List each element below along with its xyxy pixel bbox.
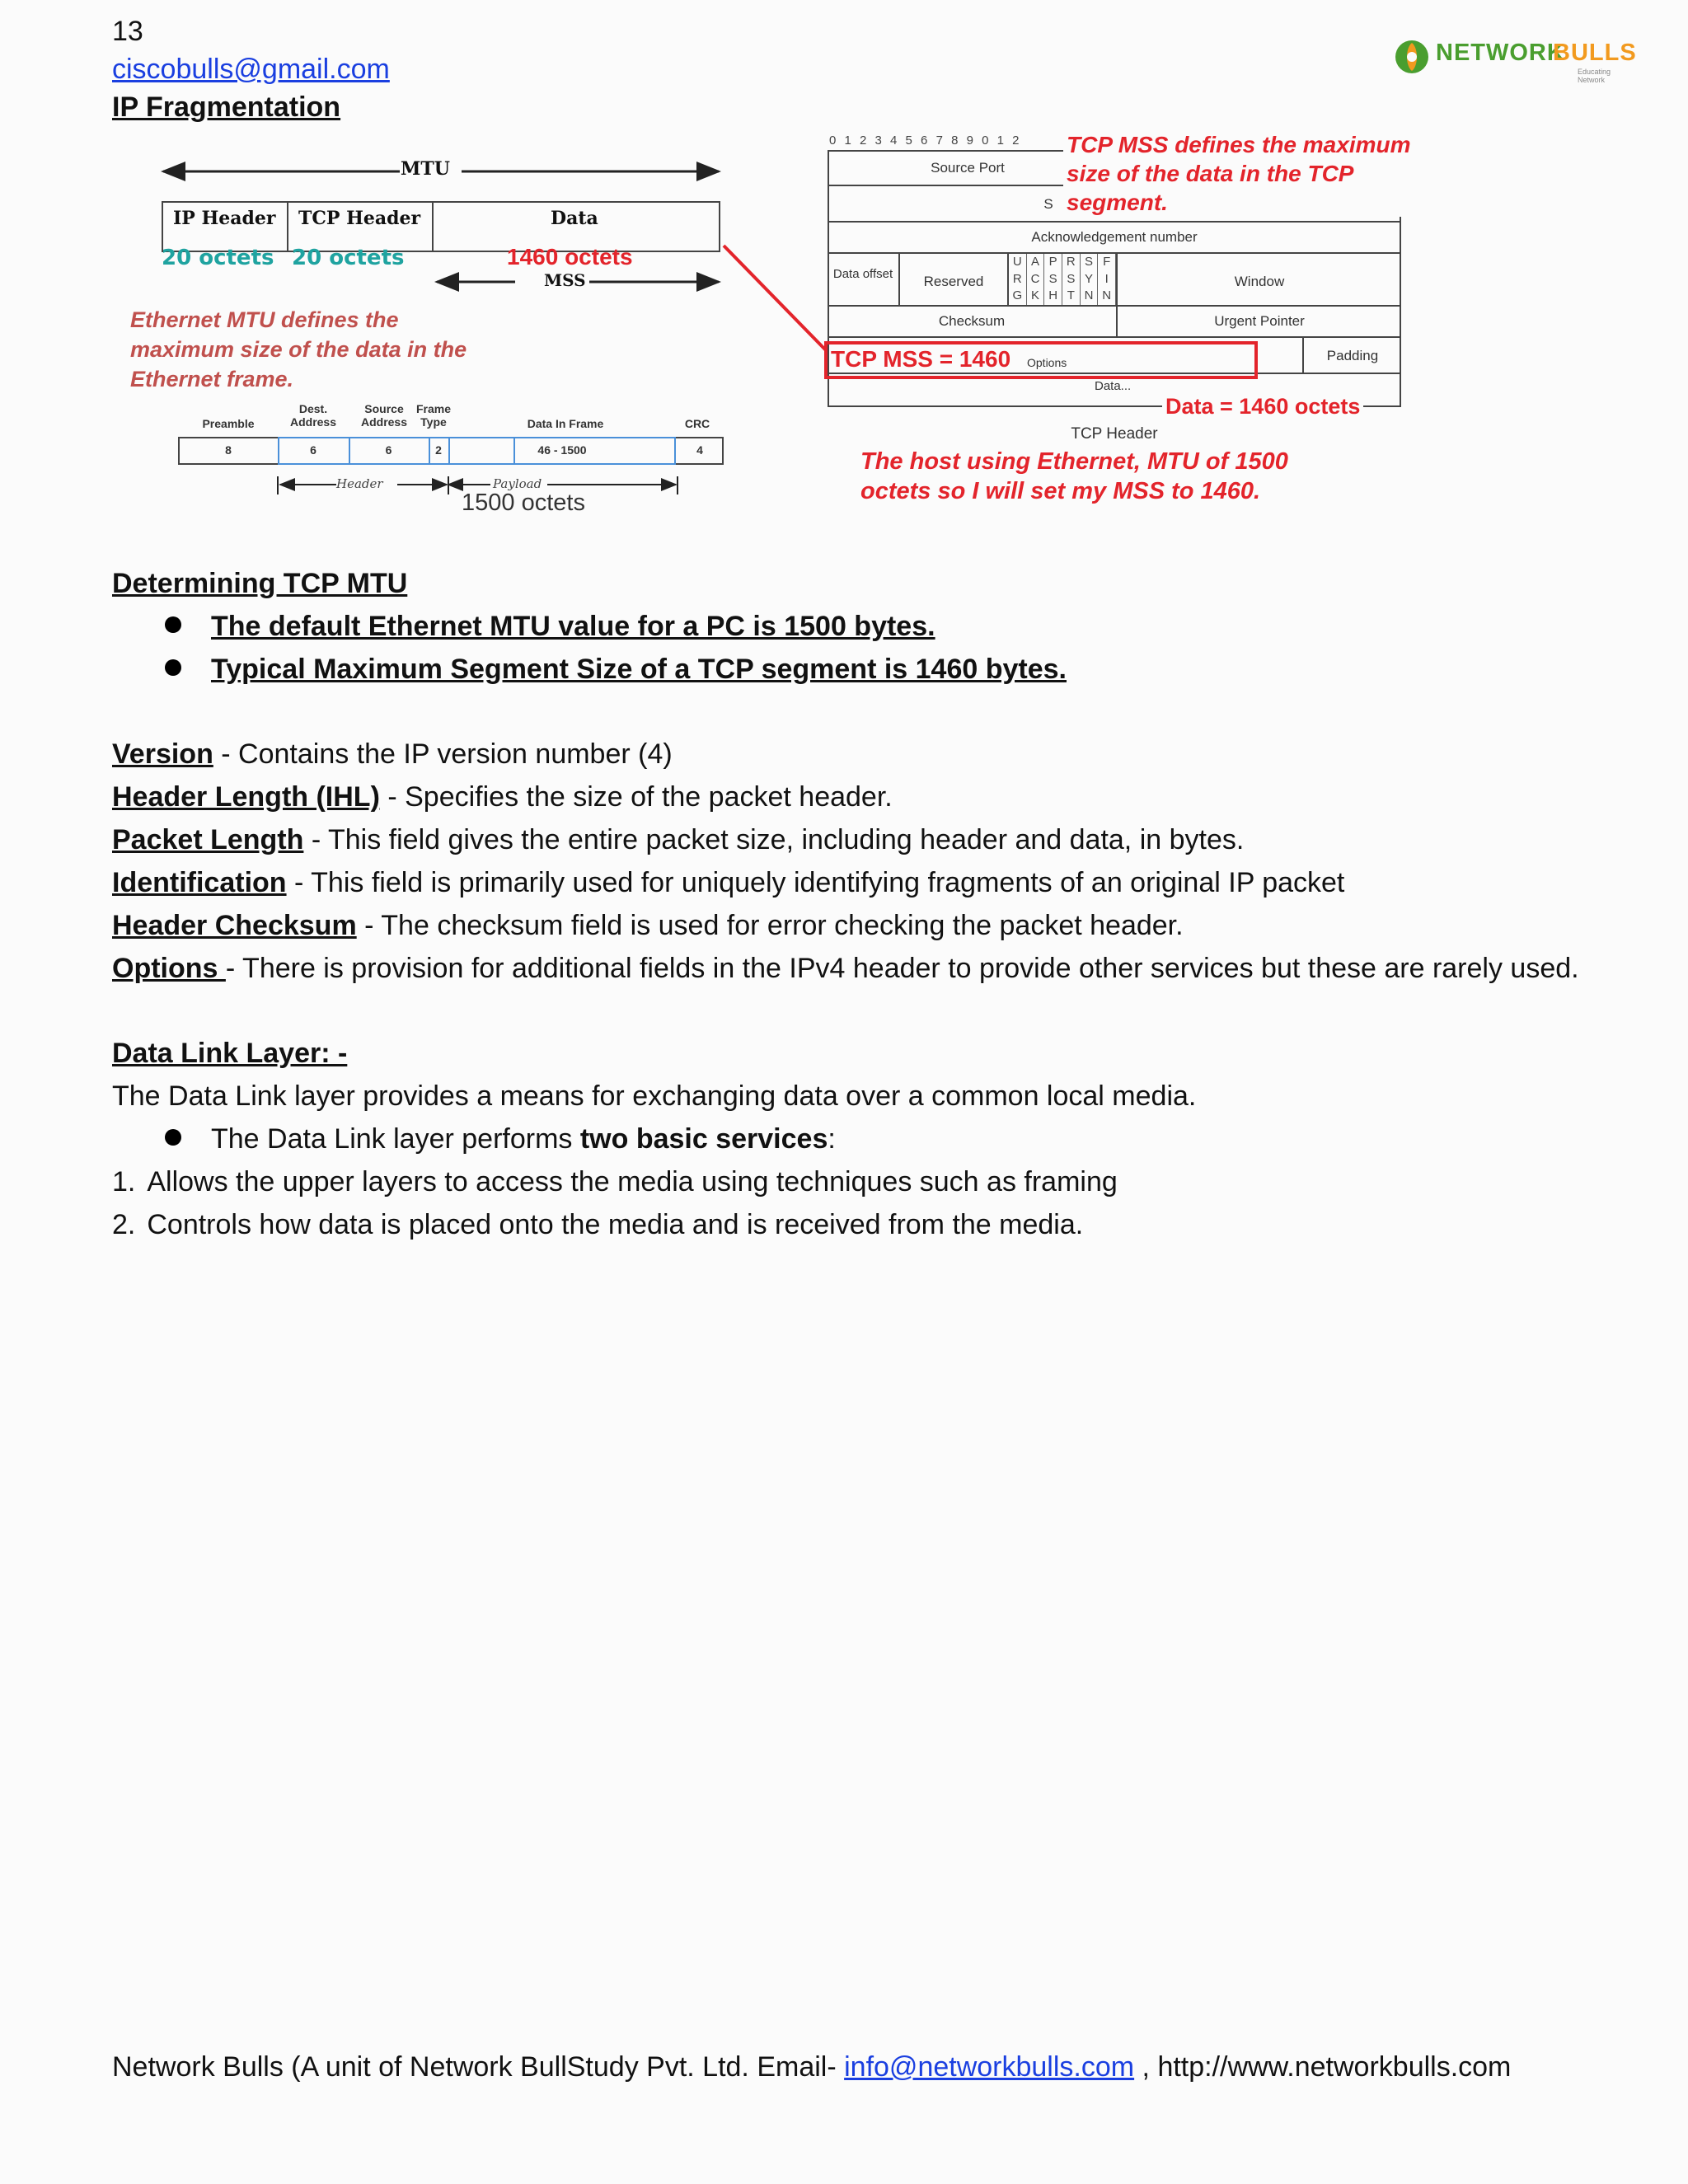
- frame-value-source: 6: [385, 443, 392, 457]
- field-options: [112, 947, 1579, 990]
- ack-number: Acknowledgement number: [1031, 229, 1198, 245]
- datalink-item-1: [112, 1160, 1118, 1203]
- tcp-flag-letter: A: [1027, 254, 1045, 271]
- tcp-flags: [1009, 254, 1116, 305]
- field-term: Options: [112, 953, 226, 984]
- field-packet-length: [112, 818, 1244, 861]
- tcp-flag-letter: H: [1044, 288, 1062, 305]
- frame-field-type: Frame Type: [415, 402, 452, 429]
- source-port: Source Port: [931, 160, 1005, 176]
- frame-field-preamble: Preamble: [202, 417, 255, 430]
- tcp-data-octets: Data = 1460 octets: [1162, 394, 1363, 419]
- options-label: Options: [1027, 356, 1067, 369]
- padding: Padding: [1326, 348, 1379, 363]
- determining-bullet-1: The default Ethernet MTU value for a PC is 1500 bytes.: [211, 611, 935, 642]
- tcp-flag-letter: S: [1062, 271, 1081, 288]
- field-version: [112, 733, 673, 776]
- field-desc: - The checksum field is used for error checking the packet header.: [356, 910, 1184, 941]
- field-term: Header Length (IHL): [112, 781, 380, 813]
- frame-value-data: 46 - 1500: [537, 443, 587, 457]
- field-desc: - This field gives the entire packet size, including header and data, in bytes.: [303, 824, 1245, 855]
- list-text: Controls how data is placed onto the media and is received from the media.: [147, 1209, 1084, 1240]
- tcp-header-diagram: [824, 130, 1409, 518]
- logo-network-text: NETWORK: [1436, 40, 1565, 66]
- frame-field-data: Data In Frame: [527, 417, 604, 430]
- field-header-checksum: [112, 904, 1184, 947]
- tcp-flag-letter: G: [1009, 288, 1027, 305]
- determining-title: Determining TCP MTU: [112, 568, 408, 599]
- data-octets: 1460 octets: [507, 244, 633, 269]
- tcp-flag-letter: U: [1009, 254, 1027, 271]
- ethernet-mtu-note: Ethernet MTU defines the maximum size of the data in the Ethernet frame.: [130, 307, 467, 391]
- tcp-flag-letter: I: [1098, 271, 1116, 288]
- datalink-title: Data Link Layer: -: [112, 1038, 348, 1069]
- field-desc: - This field is primarily used for uniquely identifying fragments of an original IP packet: [286, 867, 1345, 898]
- ip-octets: 20 octets: [162, 246, 274, 270]
- field-term: Packet Length: [112, 824, 304, 855]
- tcp-header-caption: TCP Header: [1071, 425, 1158, 443]
- host-note-line1: The host using Ethernet, MTU of 1500: [860, 448, 1288, 475]
- logo-tagline: Educating Network: [1578, 68, 1611, 84]
- frame-field-crc: CRC: [684, 417, 710, 430]
- datalink-bullet-pre: The Data Link layer performs: [211, 1123, 580, 1155]
- frame-field-dest: Dest. Address: [289, 402, 337, 429]
- field-term: Version: [112, 738, 213, 770]
- tcp-flag-letter: S: [1044, 271, 1062, 288]
- footer-text: Network Bulls (A unit of Network BullStudy Pvt. Ltd. Email-: [112, 2051, 845, 2083]
- tcp-flag-letter: K: [1027, 288, 1045, 305]
- field-desc: - Specifies the size of the packet header.: [379, 781, 893, 813]
- bit-ruler: 0 1 2 3 4 5 6 7 8 9 0 1 2: [829, 134, 1022, 148]
- list-number: 2.: [112, 1209, 136, 1240]
- frame-value-crc: 4: [696, 443, 703, 457]
- tcp-mss-value: TCP MSS = 1460: [831, 346, 1011, 372]
- frame-field-source: Source Address: [360, 402, 408, 429]
- field-term: Header Checksum: [112, 910, 357, 941]
- footer-email-link[interactable]: info@networkbulls.com: [844, 2051, 1135, 2083]
- mss-connector-line: [115, 140, 857, 552]
- field-desc: - Contains the IP version number (4): [213, 738, 673, 770]
- page-number: 13: [112, 16, 143, 47]
- mss-label: MSS: [544, 270, 586, 290]
- tcp-flag-letter: T: [1062, 288, 1081, 305]
- tcp-mss-note: TCP MSS defines the maximum size of the data in the TCP segment.: [1063, 130, 1413, 217]
- data-small-label: Data...: [1095, 379, 1132, 393]
- reserved: Reserved: [923, 274, 984, 289]
- urgent-pointer: Urgent Pointer: [1214, 313, 1305, 329]
- datalink-intro: The Data Link layer provides a means for exchanging data over a common local media.: [112, 1080, 1197, 1112]
- tcp-flag-letter: N: [1081, 288, 1099, 305]
- frame-value-type: 2: [435, 443, 442, 457]
- data-offset: Data offset: [832, 267, 893, 281]
- bullet-dot: [165, 1129, 181, 1146]
- tcp-octets: 20 octets: [292, 246, 405, 270]
- datalink-bullet: [211, 1118, 836, 1160]
- determining-bullet-2: Typical Maximum Segment Size of a TCP segment is 1460 bytes.: [211, 654, 1067, 685]
- bullet-dot: [165, 616, 181, 633]
- header-span-label: Header: [336, 476, 383, 491]
- checksum: Checksum: [938, 313, 1006, 329]
- tcp-flag-letter: C: [1027, 271, 1045, 288]
- tcp-flag-letter: S: [1081, 254, 1099, 271]
- datalink-bullet-post: :: [828, 1123, 836, 1155]
- list-number: 1.: [112, 1166, 136, 1197]
- footer-url: , http://www.networkbulls.com: [1134, 2051, 1512, 2083]
- field-identification: [112, 861, 1344, 904]
- sequence-fragment: S: [1043, 196, 1053, 212]
- email-link[interactable]: ciscobulls@gmail.com: [112, 54, 390, 85]
- field-header-length: [112, 776, 893, 818]
- bull-logo-icon: [1391, 36, 1432, 77]
- mtu-mss-diagram: [115, 140, 783, 552]
- field-desc: - There is provision for additional fields in the IPv4 header to provide other services but these are rarely used.: [225, 953, 1579, 984]
- tcp-flag-letter: R: [1062, 254, 1081, 271]
- tcp-flag-letter: R: [1009, 271, 1027, 288]
- payload-span-label: Payload: [493, 476, 542, 491]
- datalink-bullet-bold: two basic services: [579, 1123, 828, 1155]
- field-term: Identification: [112, 867, 287, 898]
- tcp-flag-letter: N: [1098, 288, 1116, 305]
- list-text: Allows the upper layers to access the media using techniques such as framing: [147, 1166, 1118, 1197]
- frame-value-preamble: 8: [225, 443, 232, 457]
- mtu-label: MTU: [401, 158, 450, 180]
- tcp-flag-letter: Y: [1081, 271, 1099, 288]
- host-note-line2: octets so I will set my MSS to 1460.: [860, 478, 1261, 504]
- ip-header-label: IP Header: [173, 208, 276, 229]
- logo-bulls-text: BULLS: [1553, 40, 1637, 66]
- window: Window: [1234, 274, 1285, 289]
- footer: [112, 2046, 1511, 2088]
- tcp-flag-letter: P: [1044, 254, 1062, 271]
- data-label: Data: [551, 208, 598, 229]
- datalink-item-2: [112, 1203, 1083, 1246]
- section-title: IP Fragmentation: [112, 91, 341, 123]
- frame-value-dest: 6: [310, 443, 316, 457]
- tcp-flag-letter: F: [1098, 254, 1116, 271]
- tcp-header-label: TCP Header: [298, 208, 421, 229]
- network-bulls-logo: [1391, 35, 1639, 84]
- frame-octets: 1500 octets: [462, 490, 585, 516]
- bullet-dot: [165, 659, 181, 676]
